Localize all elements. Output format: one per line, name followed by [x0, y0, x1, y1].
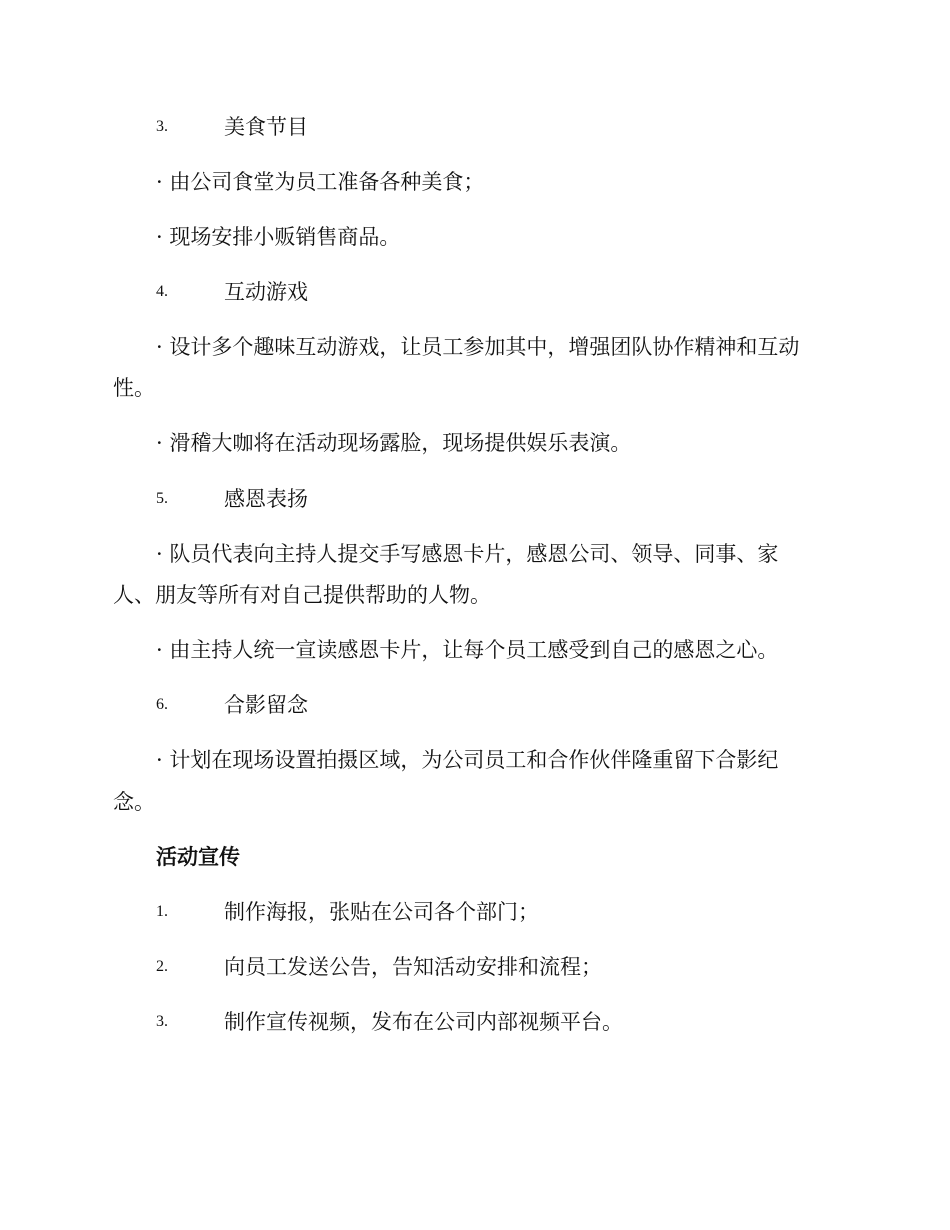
- section-title: 互动游戏: [224, 280, 308, 304]
- list-item: 制作宣传视频，发布在公司内部视频平台。: [224, 1010, 623, 1034]
- bullet-item-continuation: 念。: [113, 790, 155, 814]
- section-heading: 活动宣传: [156, 844, 240, 869]
- list-number: 4.: [156, 283, 168, 300]
- bullet-item-continuation: 性。: [113, 376, 155, 400]
- list-number: 3.: [156, 1013, 168, 1030]
- bullet-item: · 现场安排小贩销售商品。: [156, 225, 401, 249]
- section-title: 合影留念: [224, 693, 308, 717]
- list-number: 5.: [156, 490, 168, 507]
- section-title: 感恩表扬: [224, 487, 308, 511]
- bullet-item: · 滑稽大咖将在活动现场露脸，现场提供娱乐表演。: [156, 431, 632, 455]
- list-number: 1.: [156, 903, 168, 920]
- list-number: 6.: [156, 696, 168, 713]
- bullet-item: · 由公司食堂为员工准备各种美食；: [156, 170, 485, 194]
- bullet-item: · 计划在现场设置拍摄区域，为公司员工和合作伙伴隆重留下合影纪: [156, 748, 779, 772]
- bullet-item: · 设计多个趣味互动游戏，让员工参加其中，增强团队协作精神和互动: [156, 335, 800, 359]
- list-number: 2.: [156, 958, 168, 975]
- bullet-item-continuation: 人、朋友等所有对自己提供帮助的人物。: [113, 583, 491, 607]
- list-item: 制作海报，张贴在公司各个部门；: [224, 900, 539, 924]
- list-number: 3.: [156, 118, 168, 135]
- section-title: 美食节目: [224, 115, 308, 139]
- list-item: 向员工发送公告，告知活动安排和流程；: [224, 955, 602, 979]
- bullet-item: · 队员代表向主持人提交手写感恩卡片，感恩公司、领导、同事、家: [156, 542, 779, 566]
- bullet-item: · 由主持人统一宣读感恩卡片，让每个员工感受到自己的感恩之心。: [156, 638, 779, 662]
